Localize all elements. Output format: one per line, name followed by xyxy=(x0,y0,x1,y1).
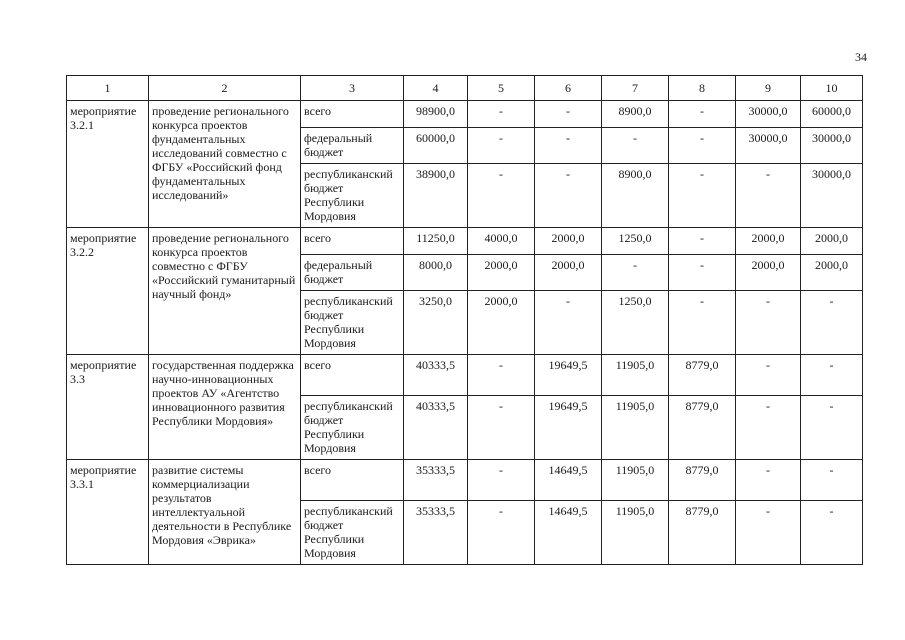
value-cell: - xyxy=(801,501,863,565)
value-cell: 11250,0 xyxy=(404,228,468,255)
measure-code: мероприятие 3.2.1 xyxy=(67,101,149,228)
funding-source: всего xyxy=(301,101,404,128)
funding-source: федеральный бюджет xyxy=(301,128,404,164)
value-cell: - xyxy=(801,396,863,460)
value-cell: - xyxy=(535,101,602,128)
header-cell: 4 xyxy=(404,76,468,101)
header-cell: 5 xyxy=(468,76,535,101)
value-cell: 8779,0 xyxy=(669,501,736,565)
value-cell: - xyxy=(736,396,801,460)
value-cell: - xyxy=(669,101,736,128)
value-cell: 8900,0 xyxy=(602,101,669,128)
header-cell: 9 xyxy=(736,76,801,101)
measure-code: мероприятие 3.3.1 xyxy=(67,460,149,565)
measure-code: мероприятие 3.2.2 xyxy=(67,228,149,355)
value-cell: 60000,0 xyxy=(801,101,863,128)
value-cell: - xyxy=(468,128,535,164)
page-number: 34 xyxy=(855,50,867,64)
value-cell: 8779,0 xyxy=(669,355,736,396)
funding-source: республиканский бюджет Республики Мордовия xyxy=(301,164,404,228)
value-cell: 60000,0 xyxy=(404,128,468,164)
header-row xyxy=(67,76,863,101)
value-cell: 1250,0 xyxy=(602,291,669,355)
value-cell: - xyxy=(736,355,801,396)
value-cell: 11905,0 xyxy=(602,355,669,396)
value-cell: 8000,0 xyxy=(404,255,468,291)
value-cell: - xyxy=(468,101,535,128)
header-cell: 2 xyxy=(149,76,301,101)
value-cell: 2000,0 xyxy=(468,255,535,291)
value-cell: 30000,0 xyxy=(736,101,801,128)
funding-source: республиканский бюджет Республики Мордовия xyxy=(301,291,404,355)
value-cell: 2000,0 xyxy=(468,291,535,355)
value-cell: 8779,0 xyxy=(669,396,736,460)
funding-source: всего xyxy=(301,355,404,396)
value-cell: 11905,0 xyxy=(602,396,669,460)
measure-code: мероприятие 3.3 xyxy=(67,355,149,460)
value-cell: 98900,0 xyxy=(404,101,468,128)
value-cell: 1250,0 xyxy=(602,228,669,255)
value-cell: 11905,0 xyxy=(602,501,669,565)
value-cell: - xyxy=(669,255,736,291)
funding-source: республиканский бюджет Республики Мордовия xyxy=(301,396,404,460)
table-row xyxy=(67,355,863,396)
funding-source: федеральный бюджет xyxy=(301,255,404,291)
value-cell: - xyxy=(736,460,801,501)
value-cell: 2000,0 xyxy=(535,255,602,291)
value-cell: 8779,0 xyxy=(669,460,736,501)
value-cell: - xyxy=(468,460,535,501)
table-row xyxy=(67,460,863,501)
measure-title: развитие системы коммерциализации результатов интеллектуальной деятельности в Республике Мордовия «Эврика» xyxy=(149,460,301,565)
header-cell: 1 xyxy=(67,76,149,101)
value-cell: - xyxy=(669,164,736,228)
value-cell: 8900,0 xyxy=(602,164,669,228)
funding-source: всего xyxy=(301,228,404,255)
value-cell: 11905,0 xyxy=(602,460,669,501)
value-cell: 19649,5 xyxy=(535,355,602,396)
value-cell: 2000,0 xyxy=(801,255,863,291)
value-cell: 2000,0 xyxy=(736,255,801,291)
value-cell: 38900,0 xyxy=(404,164,468,228)
value-cell: - xyxy=(535,128,602,164)
budget-table xyxy=(66,75,863,565)
value-cell: 40333,5 xyxy=(404,396,468,460)
value-cell: - xyxy=(801,291,863,355)
value-cell: - xyxy=(468,355,535,396)
value-cell: 40333,5 xyxy=(404,355,468,396)
table-row xyxy=(67,101,863,128)
value-cell: - xyxy=(535,164,602,228)
value-cell: - xyxy=(535,291,602,355)
value-cell: - xyxy=(468,501,535,565)
value-cell: 2000,0 xyxy=(535,228,602,255)
value-cell: 35333,5 xyxy=(404,501,468,565)
value-cell: - xyxy=(468,164,535,228)
value-cell: 2000,0 xyxy=(801,228,863,255)
value-cell: 4000,0 xyxy=(468,228,535,255)
value-cell: 19649,5 xyxy=(535,396,602,460)
value-cell: - xyxy=(602,128,669,164)
value-cell: - xyxy=(801,460,863,501)
value-cell: 30000,0 xyxy=(801,164,863,228)
header-cell: 8 xyxy=(669,76,736,101)
value-cell: 30000,0 xyxy=(736,128,801,164)
value-cell: - xyxy=(736,291,801,355)
value-cell: - xyxy=(801,355,863,396)
value-cell: - xyxy=(736,501,801,565)
value-cell: - xyxy=(602,255,669,291)
measure-title: государственная поддержка научно-инновационных проектов АУ «Агентство инновационного развития Республики Мордовия» xyxy=(149,355,301,460)
value-cell: 3250,0 xyxy=(404,291,468,355)
value-cell: - xyxy=(736,164,801,228)
value-cell: 35333,5 xyxy=(404,460,468,501)
header-cell: 10 xyxy=(801,76,863,101)
value-cell: - xyxy=(669,128,736,164)
header-cell: 3 xyxy=(301,76,404,101)
value-cell: 30000,0 xyxy=(801,128,863,164)
value-cell: 14649,5 xyxy=(535,501,602,565)
value-cell: 14649,5 xyxy=(535,460,602,501)
measure-title: проведение регионального конкурса проектов фундаментальных исследований совместно с ФГБУ «Российский фонд фундаментальных исследований» xyxy=(149,101,301,228)
header-cell: 6 xyxy=(535,76,602,101)
value-cell: - xyxy=(669,228,736,255)
table-row xyxy=(67,228,863,255)
header-cell: 7 xyxy=(602,76,669,101)
funding-source: республиканский бюджет Республики Мордовия xyxy=(301,501,404,565)
value-cell: 2000,0 xyxy=(736,228,801,255)
funding-source: всего xyxy=(301,460,404,501)
value-cell: - xyxy=(669,291,736,355)
value-cell: - xyxy=(468,396,535,460)
measure-title: проведение регионального конкурса проектов совместно с ФГБУ «Российский гуманитарный научный фонд» xyxy=(149,228,301,355)
